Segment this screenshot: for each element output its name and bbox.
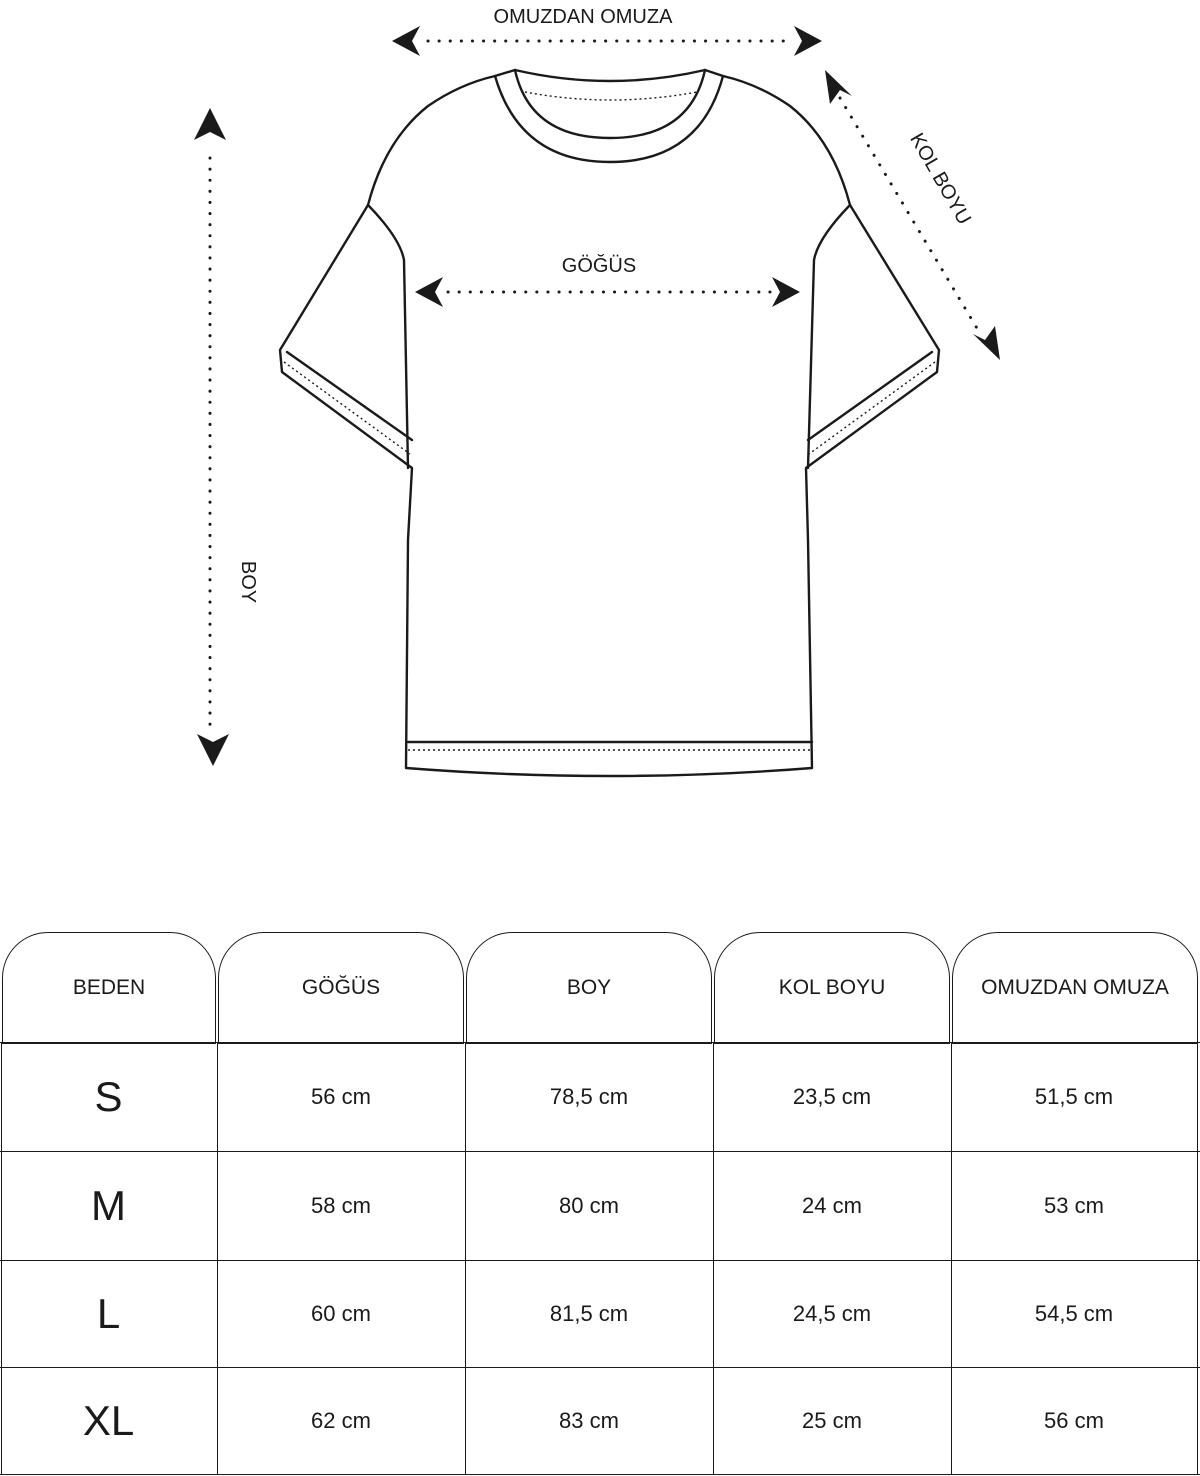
sleeve-value: 25 cm <box>802 1408 862 1433</box>
length-label: BOY <box>237 560 259 604</box>
shoulder-arrow <box>392 26 822 56</box>
tshirt-outline <box>280 70 939 776</box>
header-gogus <box>218 932 464 1044</box>
sleeve-value: 23,5 cm <box>792 1084 872 1109</box>
length-value: 80 cm <box>559 1193 619 1218</box>
length-value: 78,5 cm <box>549 1084 629 1109</box>
length-arrow <box>194 108 229 766</box>
chest-value: 62 cm <box>311 1408 371 1433</box>
chest-arrow <box>415 277 800 307</box>
chest-label: GÖĞÜS <box>561 255 637 277</box>
length-value: 83 cm <box>559 1408 619 1433</box>
shoulder-value: 54,5 cm <box>1034 1301 1114 1326</box>
header-label: BEDEN <box>72 976 146 999</box>
header-boy <box>466 932 712 1044</box>
header-label: GÖĞÜS <box>301 976 381 999</box>
shoulder-value: 53 cm <box>1044 1193 1104 1218</box>
chest-value: 58 cm <box>311 1193 371 1218</box>
row-divider <box>0 1474 1200 1475</box>
sleeve-label: KOL BOYU <box>905 129 976 229</box>
header-beden <box>2 932 216 1044</box>
shoulder-value: 51,5 cm <box>1034 1084 1114 1109</box>
header-kol-boyu <box>714 932 950 1044</box>
size-table <box>0 930 1200 1476</box>
chest-value: 56 cm <box>311 1084 371 1109</box>
size-cell: XL <box>82 1397 135 1444</box>
size-cell: M <box>91 1182 126 1229</box>
sleeve-value: 24,5 cm <box>792 1301 872 1326</box>
chest-value: 60 cm <box>311 1301 371 1326</box>
sleeve-value: 24 cm <box>802 1193 862 1218</box>
header-label: OMUZDAN OMUZA <box>981 976 1169 999</box>
length-value: 81,5 cm <box>549 1301 629 1326</box>
header-omuzdan-omuza <box>952 932 1198 1044</box>
size-cell: S <box>94 1073 123 1120</box>
shoulder-value: 56 cm <box>1044 1408 1104 1433</box>
column-divider <box>1197 1042 1198 1475</box>
size-cell: L <box>96 1290 121 1337</box>
header-label: BOY <box>566 976 612 999</box>
header-label: KOL BOYU <box>778 976 886 999</box>
shoulder-label: OMUZDAN OMUZA <box>493 6 673 28</box>
